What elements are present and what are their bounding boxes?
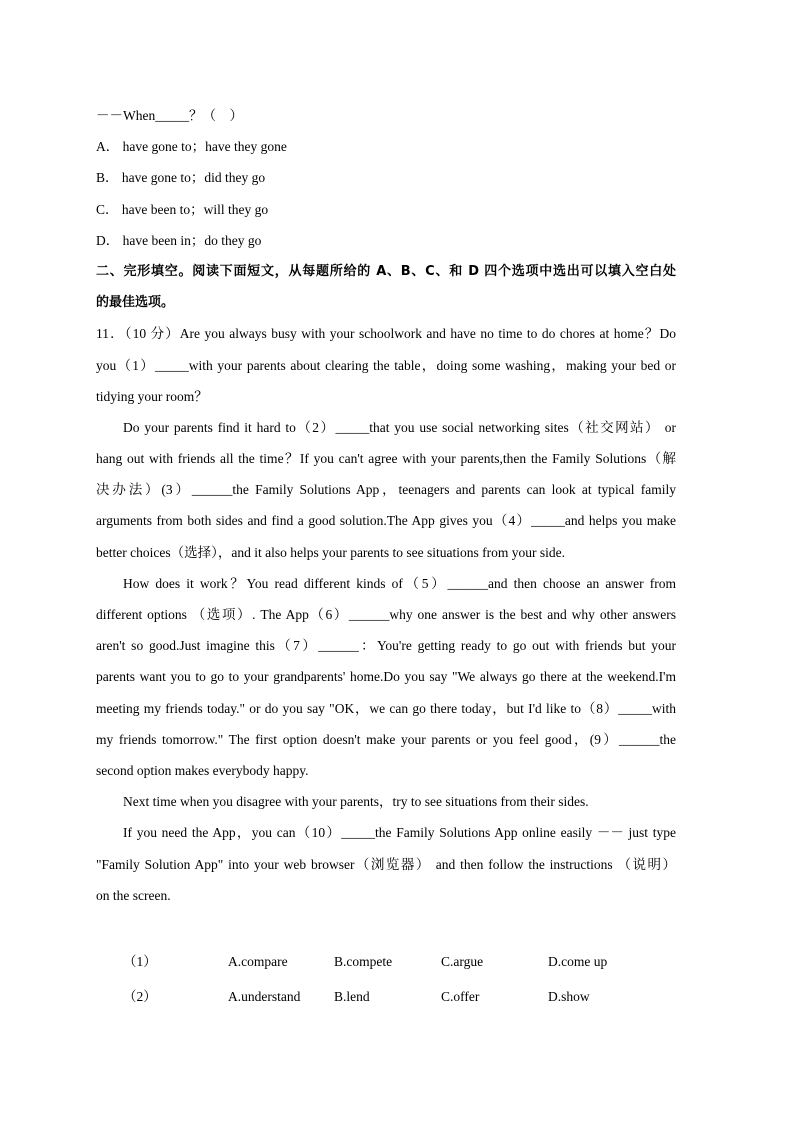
passage-line: arguments from both sides and find a good solution.The App gives you（4）_____and helps you make [96, 513, 676, 529]
passage-line: 决办法）(3）______the Family Solutions App，teenagers and parents can look at typical family [96, 482, 676, 498]
passage-line: "Family Solution App" into your web browser（浏览器） and then follow the instructions （说明） [96, 856, 676, 872]
passage-line: better choices（选择），and it also helps your parents to see situations from your side. [96, 544, 566, 560]
passage-line: hang out with friends all the time？If you can't agree with your parents,then the Family Solutions（解 [96, 451, 676, 467]
option-row-2 [96, 979, 676, 1014]
passage-line: second option makes everybody happy. [96, 762, 309, 778]
option-b: B.compete [334, 953, 393, 969]
passage-line: How does it work？You read different kinds of（5）______and then choose an answer from [123, 575, 676, 591]
option-a: A.compare [228, 953, 288, 969]
passage-line: different options （选项）. The App（6）______why one answer is the best and why other answers [96, 607, 676, 622]
option-number: （1） [123, 953, 157, 969]
passage-line: parents want you to go to your grandparents' home.Do you say "We always go there at the weekend.I'm [96, 669, 676, 685]
passage-line: you（1）_____with your parents about clearing the table，doing some washing，making your bed or [96, 357, 676, 373]
option-a: A.understand [228, 988, 301, 1004]
option-d: D.show [548, 988, 590, 1004]
passage-line: my friends tomorrow." The first option doesn't make your parents or you feel good，(9）______the [96, 731, 676, 747]
option-c: C.argue [441, 953, 484, 969]
option-number: （2） [123, 988, 157, 1004]
spacer [96, 911, 676, 944]
passage-line: aren't so good.Just imagine this（7）______：You're getting ready to go out with friends but your [96, 638, 676, 654]
prev-option-b: B． have gone to；did they go [96, 170, 266, 186]
prev-option-d: D． have been in；do they go [96, 232, 262, 248]
passage-line: 11．（10 分）Are you always busy with your schoolwork and have no time to do chores at home？Do [96, 326, 676, 342]
prev-option-c: C． have been to；will they go [96, 201, 269, 217]
passage-line: If you need the App，you can（10）_____the Family Solutions App online easily －－ just type [123, 825, 676, 841]
passage-line: meeting my friends today." or do you say "OK，we can go there today，but I'd like to（8）_____with [96, 700, 676, 716]
option-row-1 [96, 944, 676, 979]
document-page [96, 100, 676, 1014]
section-heading-line-2: 的最佳选项。 [96, 295, 175, 311]
passage-line: Do your parents find it hard to（2）_____that you use social networking sites（社交网站） or [123, 419, 676, 435]
prev-option-a: A． have gone to；have they gone [96, 139, 287, 155]
option-d: D.come up [548, 953, 608, 969]
option-b: B.lend [334, 988, 370, 1004]
passage-line: Next time when you disagree with your parents，try to see situations from their sides. [123, 794, 589, 810]
passage-line: tidying your room？ [96, 388, 208, 404]
option-c: C.offer [441, 988, 480, 1004]
section-heading-line-1: 二、完形填空。阅读下面短文，从每题所给的 A、B、C、和 D 四个选项中选出可以填入空白处 [96, 263, 676, 279]
passage-line: on the screen. [96, 887, 171, 903]
question-tail: －－When_____？（ ） [96, 108, 243, 123]
